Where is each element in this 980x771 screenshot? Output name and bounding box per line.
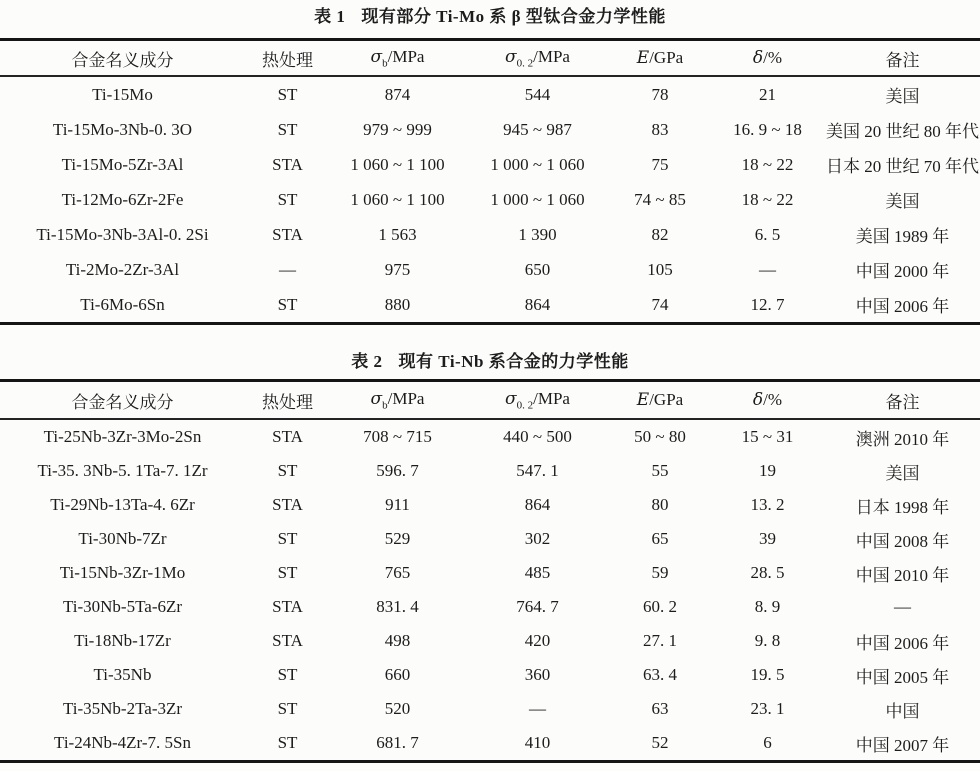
cell-heat-treatment: ST <box>277 294 298 314</box>
cell-heat-treatment: ST <box>277 529 298 548</box>
table1-caption-label: 表 1 <box>314 7 346 26</box>
table-row <box>0 726 980 762</box>
cell-heat-treatment: STA <box>272 631 303 650</box>
cell-elongation: 9. 8 <box>754 631 781 650</box>
cell-alloy: Ti-15Mo-5Zr-3Al <box>61 154 184 174</box>
col-header-elongation <box>710 40 825 77</box>
cell-heat-treatment: ST <box>277 119 298 139</box>
cell-alloy: Ti-24Nb-4Zr-7. 5Sn <box>54 733 191 752</box>
table1-header-row <box>0 40 980 77</box>
cell-heat-treatment: — <box>279 259 296 279</box>
cell-elongation: 28. 5 <box>750 563 785 582</box>
col-header-alloy: 合金名义成分 <box>0 381 245 420</box>
cell-e-modulus: 80 <box>651 495 669 514</box>
col-header-alloy: 合金名义成分 <box>0 40 245 77</box>
col-header-sigma-02 <box>465 381 610 420</box>
cell-sigma-02: 544 <box>524 84 551 104</box>
sigma-02-subscript: 0. 2 <box>516 57 534 70</box>
cell-alloy: Ti-15Nb-3Zr-1Mo <box>59 563 186 582</box>
cell-e-modulus: 75 <box>651 154 669 174</box>
cell-sigma-b: 1 563 <box>378 224 417 244</box>
table2-header-row <box>0 381 980 420</box>
cell-e-modulus: 63 <box>651 699 669 718</box>
cell-heat-treatment: STA <box>272 154 303 174</box>
sigma-symbol: σ <box>370 46 383 67</box>
cell-e-modulus: 78 <box>651 84 669 104</box>
cell-alloy: Ti-35Nb-2Ta-3Zr <box>62 699 183 718</box>
cell-note: 中国 2005 年 <box>855 667 950 687</box>
cell-e-modulus: 105 <box>647 259 673 279</box>
cell-alloy: Ti-35Nb <box>93 665 152 684</box>
cell-e-modulus: 83 <box>651 119 669 139</box>
cell-sigma-02: 485 <box>524 563 551 582</box>
cell-alloy: Ti-15Mo-3Nb-0. 3O <box>52 119 193 139</box>
col-header-elastic-modulus <box>610 381 710 420</box>
col-header-note: 备注 <box>825 40 980 77</box>
table-row <box>0 624 980 658</box>
cell-sigma-02: 650 <box>524 259 551 279</box>
cell-alloy: Ti-30Nb-5Ta-6Zr <box>62 597 183 616</box>
cell-alloy: Ti-15Mo <box>92 84 153 104</box>
cell-heat-treatment: STA <box>272 495 303 514</box>
cell-note: 中国 2008 年 <box>855 531 950 551</box>
cell-note: 美国 20 世纪 80 年代 <box>826 122 979 141</box>
cell-note: 中国 2000 年 <box>855 262 950 281</box>
cell-heat-treatment: ST <box>277 461 298 480</box>
cell-sigma-b: 1 060 ~ 1 100 <box>350 189 445 209</box>
table2-caption-label: 表 2 <box>351 352 383 371</box>
sigma-symbol: σ <box>370 388 383 409</box>
cell-alloy: Ti-35. 3Nb-5. 1Ta-7. 1Zr <box>37 461 208 480</box>
cell-alloy: Ti-29Nb-13Ta-4. 6Zr <box>50 495 195 514</box>
cell-note: 日本 1998 年 <box>855 497 950 517</box>
cell-note: 澳洲 2010 年 <box>855 429 950 449</box>
e-symbol: E <box>636 390 650 410</box>
cell-alloy: Ti-25Nb-3Zr-3Mo-2Sn <box>43 427 202 446</box>
cell-elongation: 21 <box>759 84 776 104</box>
cell-elongation: 39 <box>759 529 776 548</box>
cell-e-modulus: 63. 4 <box>643 665 677 684</box>
cell-elongation: 6. 5 <box>754 224 781 244</box>
cell-sigma-b: 660 <box>384 665 411 684</box>
table2-caption <box>0 347 980 377</box>
cell-elongation: 19 <box>759 461 776 480</box>
cell-e-modulus: 50 ~ 80 <box>634 427 686 446</box>
cell-sigma-b: 831. 4 <box>376 597 419 616</box>
cell-sigma-02: 420 <box>524 631 551 650</box>
cell-e-modulus: 82 <box>651 224 669 244</box>
cell-sigma-02: 302 <box>524 529 551 548</box>
cell-elongation: 18 ~ 22 <box>741 154 794 174</box>
table-row <box>0 556 980 590</box>
table-row <box>0 522 980 556</box>
e-unit: /GPa <box>649 390 684 409</box>
cell-heat-treatment: ST <box>277 699 298 718</box>
delta-unit: /% <box>763 390 783 409</box>
cell-alloy: Ti-18Nb-17Zr <box>74 631 171 650</box>
cell-sigma-b: 911 <box>385 495 410 514</box>
table2-ti-nb-alloys <box>0 379 980 763</box>
cell-elongation: 12. 7 <box>750 294 785 314</box>
sigma-b-subscript: b <box>382 399 388 412</box>
sigma-b-unit: /MPa <box>387 46 425 66</box>
cell-note: 美国 <box>885 87 920 106</box>
cell-heat-treatment: STA <box>272 224 303 244</box>
sigma-02-unit: /MPa <box>533 388 570 408</box>
sigma-b-unit: /MPa <box>387 388 425 408</box>
cell-note: 中国 <box>885 701 920 721</box>
cell-sigma-b: 681. 7 <box>376 733 419 752</box>
table-row <box>0 287 980 324</box>
cell-e-modulus: 52 <box>651 733 669 752</box>
table-row <box>0 182 980 217</box>
table-row <box>0 112 980 147</box>
cell-elongation: 23. 1 <box>750 699 785 718</box>
cell-note: 中国 2006 年 <box>855 297 950 316</box>
cell-e-modulus: 59 <box>651 563 669 582</box>
sigma-b-subscript: b <box>382 57 388 70</box>
col-header-note: 备注 <box>825 381 980 420</box>
cell-e-modulus: 27. 1 <box>643 631 677 650</box>
table-row <box>0 419 980 454</box>
cell-sigma-b: 874 <box>384 84 411 104</box>
cell-heat-treatment: STA <box>272 427 303 446</box>
table-row <box>0 217 980 252</box>
cell-sigma-02: 547. 1 <box>516 461 559 480</box>
col-header-elastic-modulus <box>610 40 710 77</box>
cell-heat-treatment: ST <box>277 665 298 684</box>
cell-e-modulus: 60. 2 <box>643 597 677 616</box>
table1-ti-mo-alloys <box>0 38 980 325</box>
cell-elongation: 13. 2 <box>750 495 785 514</box>
cell-sigma-b: 596. 7 <box>376 461 419 480</box>
cell-alloy: Ti-2Mo-2Zr-3Al <box>65 259 180 279</box>
cell-elongation: 19. 5 <box>750 665 785 684</box>
table-row <box>0 76 980 112</box>
cell-heat-treatment: ST <box>277 189 298 209</box>
cell-sigma-b: 529 <box>384 529 411 548</box>
cell-alloy: Ti-30Nb-7Zr <box>78 529 167 548</box>
col-header-sigma-b <box>330 381 465 420</box>
cell-sigma-02: 945 ~ 987 <box>503 119 572 139</box>
e-symbol: E <box>636 48 650 68</box>
cell-sigma-02: 864 <box>524 294 551 314</box>
cell-sigma-02: 440 ~ 500 <box>503 427 572 446</box>
cell-heat-treatment: ST <box>277 563 298 582</box>
table2-caption-title: 现有 Ti-Nb 系合金的力学性能 <box>398 352 629 371</box>
col-header-heat-treatment: 热处理 <box>245 40 330 77</box>
col-header-sigma-02 <box>465 40 610 77</box>
cell-sigma-b: 979 ~ 999 <box>363 119 432 139</box>
col-header-elongation <box>710 381 825 420</box>
cell-sigma-b: 1 060 ~ 1 100 <box>350 154 445 174</box>
sigma-02-subscript: 0. 2 <box>516 399 534 412</box>
cell-sigma-02: 1 000 ~ 1 060 <box>490 189 585 209</box>
cell-sigma-b: 765 <box>384 563 411 582</box>
table-row <box>0 658 980 692</box>
cell-sigma-b: 708 ~ 715 <box>363 427 432 446</box>
cell-heat-treatment: ST <box>277 84 298 104</box>
cell-note: 中国 2007 年 <box>855 735 950 755</box>
cell-alloy: Ti-15Mo-3Nb-3Al-0. 2Si <box>36 224 209 244</box>
cell-note: 美国 <box>885 192 920 211</box>
cell-sigma-02: 864 <box>524 495 551 514</box>
cell-elongation: 6 <box>763 733 772 752</box>
col-header-sigma-b <box>330 40 465 77</box>
table-row <box>0 590 980 624</box>
cell-elongation: — <box>759 259 776 279</box>
delta-symbol: δ <box>752 390 764 410</box>
delta-unit: /% <box>763 48 783 67</box>
cell-e-modulus: 74 ~ 85 <box>634 189 686 209</box>
cell-elongation: 15 ~ 31 <box>741 427 794 446</box>
col-header-heat-treatment: 热处理 <box>245 381 330 420</box>
sigma-symbol: σ <box>505 388 517 409</box>
delta-symbol: δ <box>752 48 764 68</box>
cell-e-modulus: 74 <box>651 294 669 314</box>
cell-e-modulus: 65 <box>651 529 669 548</box>
cell-alloy: Ti-6Mo-6Sn <box>80 294 165 314</box>
cell-sigma-02: 410 <box>524 733 551 752</box>
cell-elongation: 16. 9 ~ 18 <box>733 119 802 139</box>
cell-alloy: Ti-12Mo-6Zr-2Fe <box>61 189 184 209</box>
cell-note: 美国 1989 年 <box>855 227 950 246</box>
cell-heat-treatment: STA <box>272 597 303 616</box>
cell-note: 中国 2010 年 <box>855 565 950 585</box>
cell-sigma-02: 1 000 ~ 1 060 <box>490 154 585 174</box>
e-unit: /GPa <box>649 48 684 67</box>
sigma-02-unit: /MPa <box>533 46 570 66</box>
cell-sigma-b: 975 <box>384 259 411 279</box>
cell-note: — <box>894 597 911 616</box>
sigma-symbol: σ <box>505 46 517 67</box>
table-row <box>0 692 980 726</box>
cell-note: 美国 <box>885 463 920 483</box>
cell-elongation: 18 ~ 22 <box>741 189 794 209</box>
cell-sigma-b: 498 <box>384 631 411 650</box>
cell-sigma-b: 880 <box>384 294 411 314</box>
cell-sigma-02: — <box>529 699 546 718</box>
table1-caption <box>0 2 980 32</box>
cell-sigma-02: 764. 7 <box>516 597 559 616</box>
cell-sigma-02: 1 390 <box>518 224 557 244</box>
cell-e-modulus: 55 <box>651 461 669 480</box>
table-row <box>0 488 980 522</box>
cell-note: 中国 2006 年 <box>855 633 950 653</box>
cell-heat-treatment: ST <box>277 733 298 752</box>
cell-elongation: 8. 9 <box>754 597 781 616</box>
cell-sigma-b: 520 <box>384 699 411 718</box>
table1-caption-title: 现有部分 Ti-Mo 系 β 型钛合金力学性能 <box>361 7 666 26</box>
cell-note: 日本 20 世纪 70 年代 <box>826 157 979 176</box>
table-row <box>0 147 980 182</box>
table-row <box>0 252 980 287</box>
table-row <box>0 454 980 488</box>
cell-sigma-02: 360 <box>524 665 551 684</box>
